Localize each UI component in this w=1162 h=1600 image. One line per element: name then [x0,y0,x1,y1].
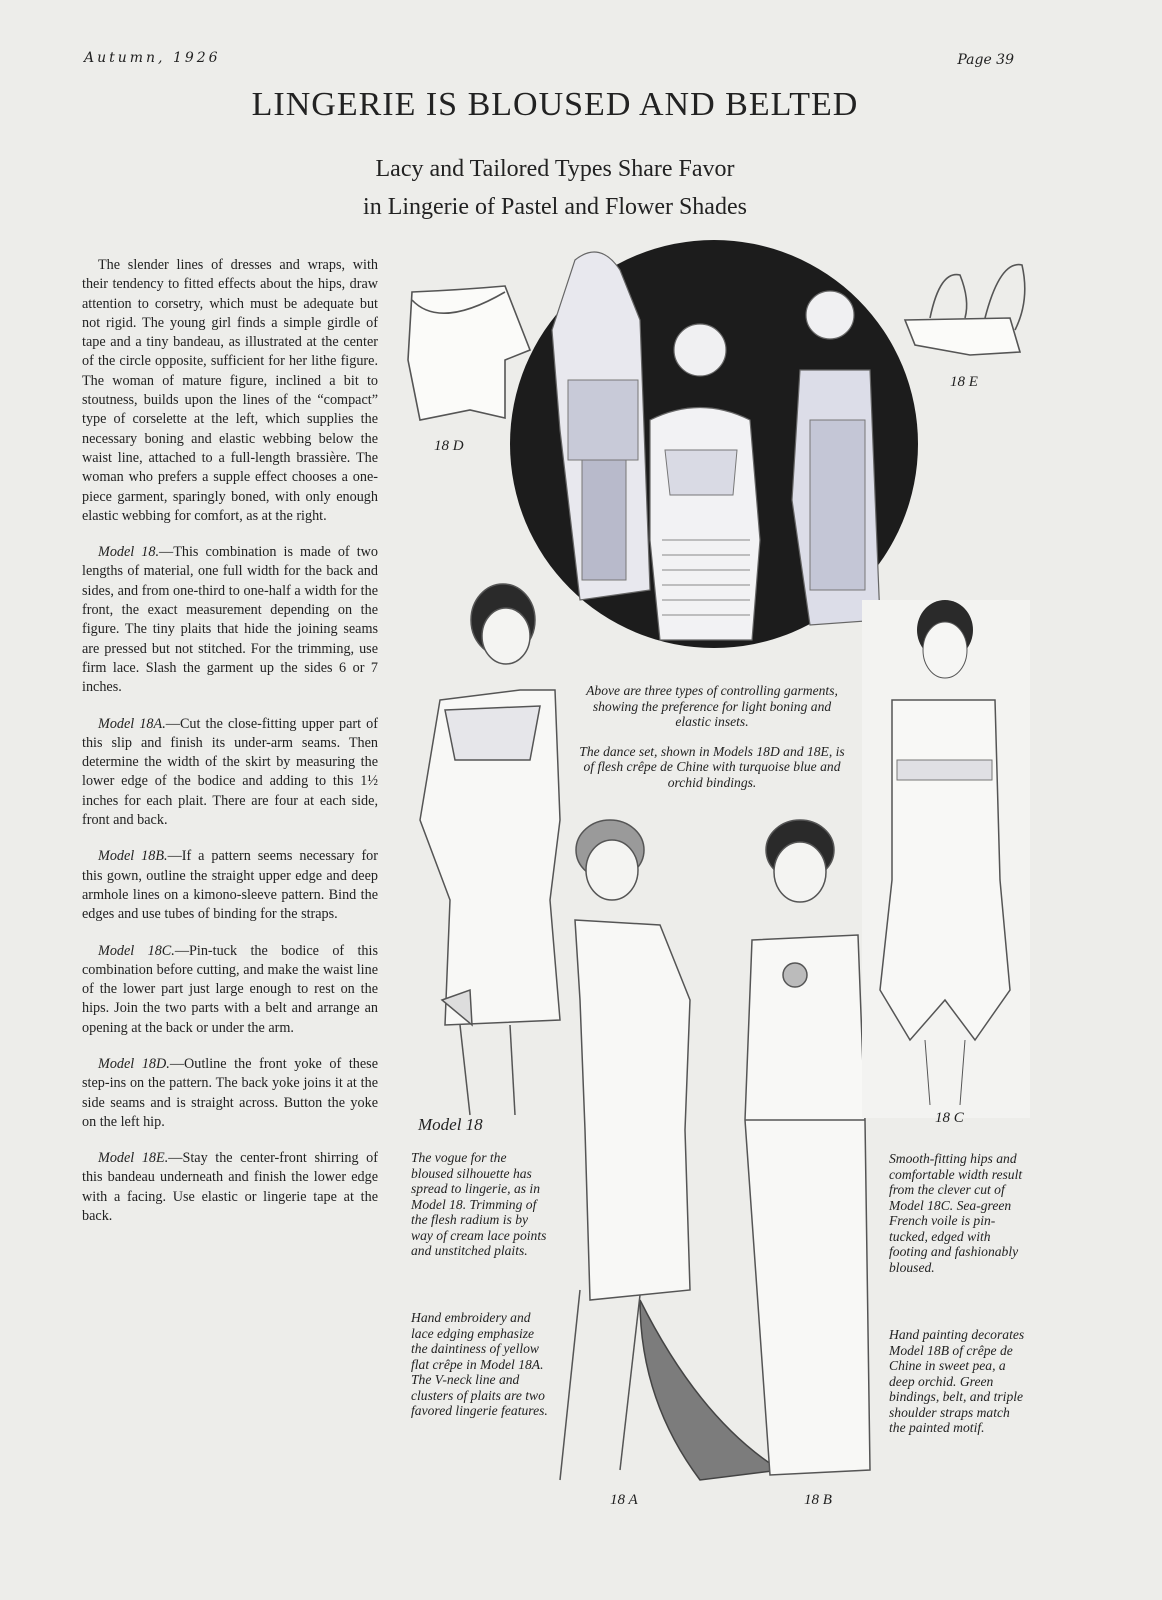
subtitle-line-1: Lacy and Tailored Types Share Favor [375,156,735,182]
model-label: Model 18D. [98,1055,170,1072]
step-ins-illustration [408,286,530,420]
model-text: —Cut the close-fitting upper part of this slip and finish its under-arm seams. Then determine the width of the skirt by measuring the lower edge of the bodice and adding to this 1½ inches for each plait. There are four at each side, front and back. [82,715,378,829]
caption-text: Hand embroidery and lace edging emphasize the daintiness of yellow flat crêpe in Model 18A. The V-neck line and clusters of plaits are two favored lingerie features. [411,1310,548,1418]
caption-text: The vogue for the bloused silhouette has spread to lingerie, as in Model 18. Trimming of the flesh radium is by way of cream lace points and unstitched plaits. [411,1150,547,1258]
circle-caption [578,683,846,804]
model-18-illustration [420,584,560,1115]
label-18d: 18 D [434,438,464,454]
model-text: —Stay the center-front shirring of this bandeau underneath and finish the lower edge with a facing. Use elastic or lingerie tape at the back. [82,1150,378,1225]
model-18a-caption [411,1310,549,1433]
model-label: Model 18A. [98,715,166,732]
circle-caption-1: Above are three types of controlling garments, showing the preference for light boning and elastic insets. [586,683,838,729]
caption-text: Smooth-fitting hips and comfortable width result from the clever cut of Model 18C. Sea-green French voile is pin-tucked, edged with footing and fashionably bloused. [889,1151,1023,1275]
model-text: —Pin-tuck the bodice of this combination before cutting, and make the waist line of the lower part just large enough to rest on the hips. Join the two parts with a belt and arrange an opening at the back or under the arm. [82,942,378,1036]
circle-illustration [510,240,918,648]
model-text: —If a pattern seems necessary for this gown, outline the straight upper edge and deep armhole lines on a kimono-sleeve pattern. Bind the edges and use tubes of binding for the straps. [82,848,378,923]
model-label: Model 18. [98,544,160,561]
model-text: —Outline the front yoke of these step-ins on the pattern. The back yoke joins it at the side seams and is straight across. Button the yoke on the left hip. [82,1055,378,1130]
model-18b-caption [889,1327,1027,1450]
model-18-caption [411,1150,549,1273]
model-18b-illustration [745,820,870,1475]
model-label: Model 18B. [98,848,168,865]
model-18c-illustration [862,600,1030,1118]
intro-paragraph: The slender lines of dresses and wraps, with their tendency to fitted effects about the hips, draw attention to corsetry, which must be adequate but not rigid. The young girl finds a simple girdle of tape and a tiny bandeau, as illustrated at the center of the circle opposite, sufficient for her lithe figure. The woman of mature figure, inclined a bit to stoutness, builds upon the lines of the “compact” type of corselette at the left, which supplies the necessary boning and elastic webbing below the waist line, attached to a full-length brassière. The woman who prefers a supple effect chooses a one-piece garment, sparingly boned, with only enough elastic webbing for comfort, as at the right. [82,257,378,524]
label-18b: 18 B [804,1492,832,1508]
label-18e: 18 E [950,374,978,390]
page-number: Page 39 [957,52,1014,68]
label-18a: 18 A [610,1492,638,1508]
model-label: Model 18E. [98,1150,169,1167]
bandeau-illustration [905,265,1025,355]
article-title: LINGERIE IS BLOUSED AND BELTED [251,86,859,123]
model-18c-caption [889,1151,1027,1289]
subtitle-line-2: in Lingerie of Pastel and Flower Shades [363,194,747,220]
label-model-18: Model 18 [418,1115,483,1134]
model-label: Model 18C. [98,942,175,959]
model-text: —This combination is made of two lengths of material, one full width for the back and sides, and from one-third to one-half a width for the front, the exact measurement depending on the figure. The tiny plaits that hide the joining seams are pressed but not stitched. For the trimming, use firm lace. Slash the garment up the sides 6 or 7 inches. [82,544,378,696]
label-18c: 18 C [935,1110,964,1126]
issue-date: Autumn, 1926 [84,50,221,66]
caption-text: Hand painting decorates Model 18B of crêpe de Chine in sweet pea, a deep orchid. Green bindings, belt, and triple shoulder straps match the painted motif. [889,1327,1025,1435]
circle-caption-2: The dance set, shown in Models 18D and 18E, is of flesh crêpe de Chine with turquoise blue and orchid bindings. [579,743,845,790]
